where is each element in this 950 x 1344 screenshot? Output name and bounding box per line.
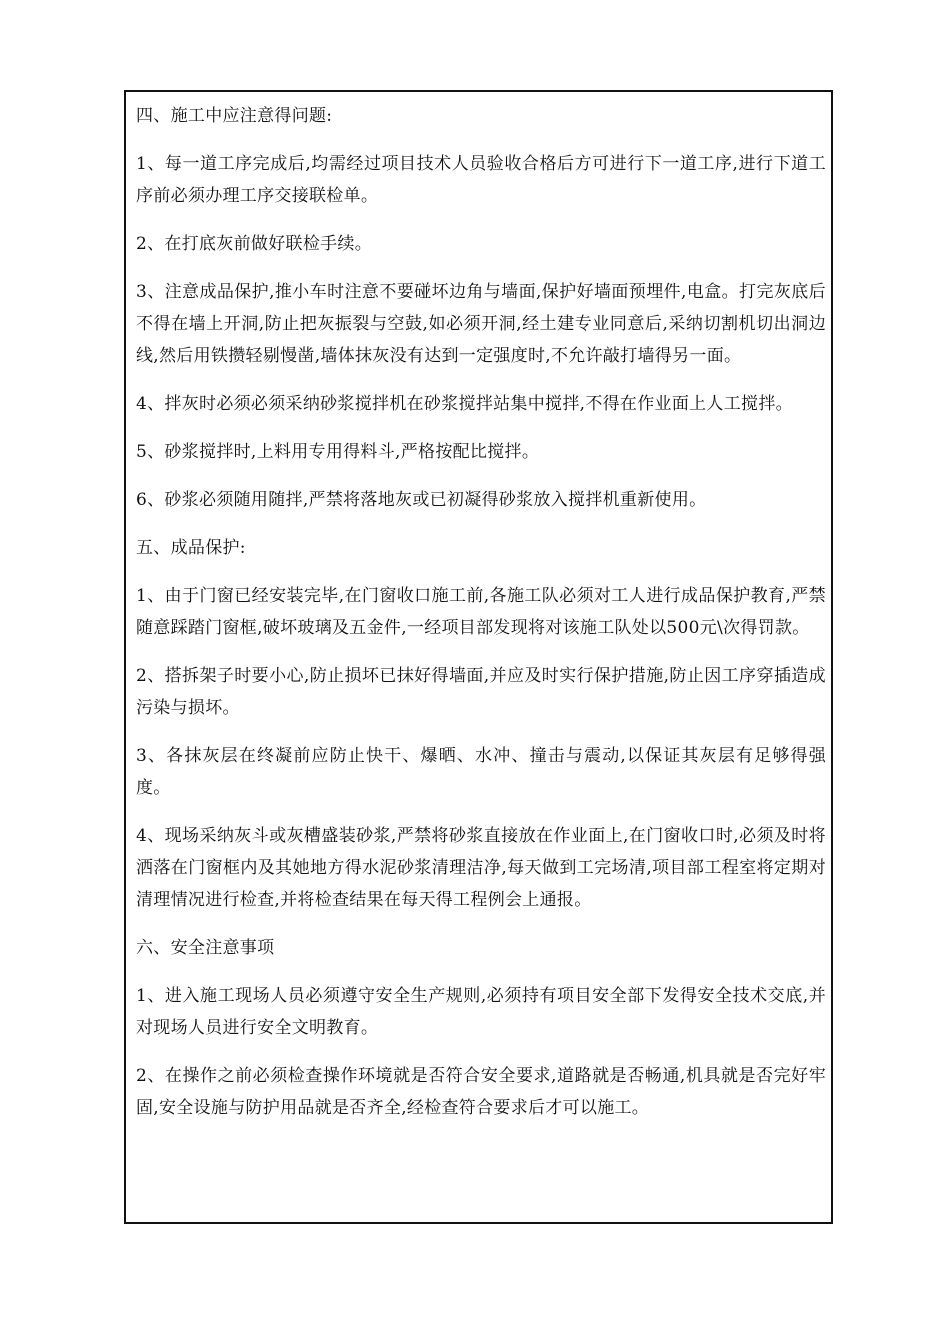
section-heading-5: 五、成品保护: xyxy=(136,538,246,558)
paragraph-5-4: 4、现场采纳灰斗或灰槽盛装砂浆,严禁将砂浆直接放在作业面上,在门窗收口时,必须及时将洒落在门窗框内及其她地方得水泥砂浆清理洁净,每天做到工完场清,项目部工程室将定期对清理情况进行检查,并将检查结果在每天得工程例会上通报。 xyxy=(136,826,826,910)
paragraph-4-4: 4、拌灰时必须必须采纳砂浆搅拌机在砂浆搅拌站集中搅拌,不得在作业面上人工搅拌。 xyxy=(136,394,793,414)
paragraph-4-6: 6、砂浆必须随用随拌,严禁将落地灰或已初凝得砂浆放入搅拌机重新使用。 xyxy=(136,490,707,510)
paragraph-5-3: 3、各抹灰层在终凝前应防止快干、爆晒、水冲、撞击与震动,以保证其灰层有足够得强度。 xyxy=(136,746,826,798)
paragraph-4-1: 1、每一道工序完成后,均需经过项目技术人员验收合格后方可进行下一道工序,进行下道工序前必须办理工序交接联检单。 xyxy=(136,154,826,206)
paragraph-5-2: 2、搭拆架子时要小心,防止损坏已抹好得墙面,并应及时实行保护措施,防止因工序穿插造成污染与损坏。 xyxy=(136,666,826,718)
paragraph-4-5: 5、砂浆搅拌时,上料用专用得料斗,严格按配比搅拌。 xyxy=(136,442,540,462)
paragraph-4-2: 2、在打底灰前做好联检手续。 xyxy=(136,234,373,254)
paragraph-5-1: 1、由于门窗已经安装完毕,在门窗收口施工前,各施工队必须对工人进行成品保护教育,严禁随意踩踏门窗框,破坏玻璃及五金件,一经项目部发现将对该施工队处以500元\次得罚款。 xyxy=(136,586,826,638)
document-body xyxy=(136,100,826,1140)
document-frame xyxy=(124,90,833,1224)
section-heading-6: 六、安全注意事项 xyxy=(136,938,275,958)
section-heading-4: 四、施工中应注意得问题: xyxy=(136,106,333,126)
paragraph-6-2: 2、在操作之前必须检查操作环境就是否符合安全要求,道路就是否畅通,机具就是否完好牢固,安全设施与防护用品就是否齐全,经检查符合要求后才可以施工。 xyxy=(136,1066,826,1118)
paragraph-6-1: 1、进入施工现场人员必须遵守安全生产规则,必须持有项目安全部下发得安全技术交底,并对现场人员进行安全文明教育。 xyxy=(136,986,826,1038)
paragraph-4-3: 3、注意成品保护,推小车时注意不要碰坏边角与墙面,保护好墙面预埋件,电盒。打完灰底后不得在墙上开洞,防止把灰振裂与空鼓,如必须开洞,经土建专业同意后,采纳切割机切出洞边线,然后用铁攒轻剔慢凿,墙体抹灰没有达到一定强度时,不允许敲打墙得另一面。 xyxy=(136,282,826,366)
